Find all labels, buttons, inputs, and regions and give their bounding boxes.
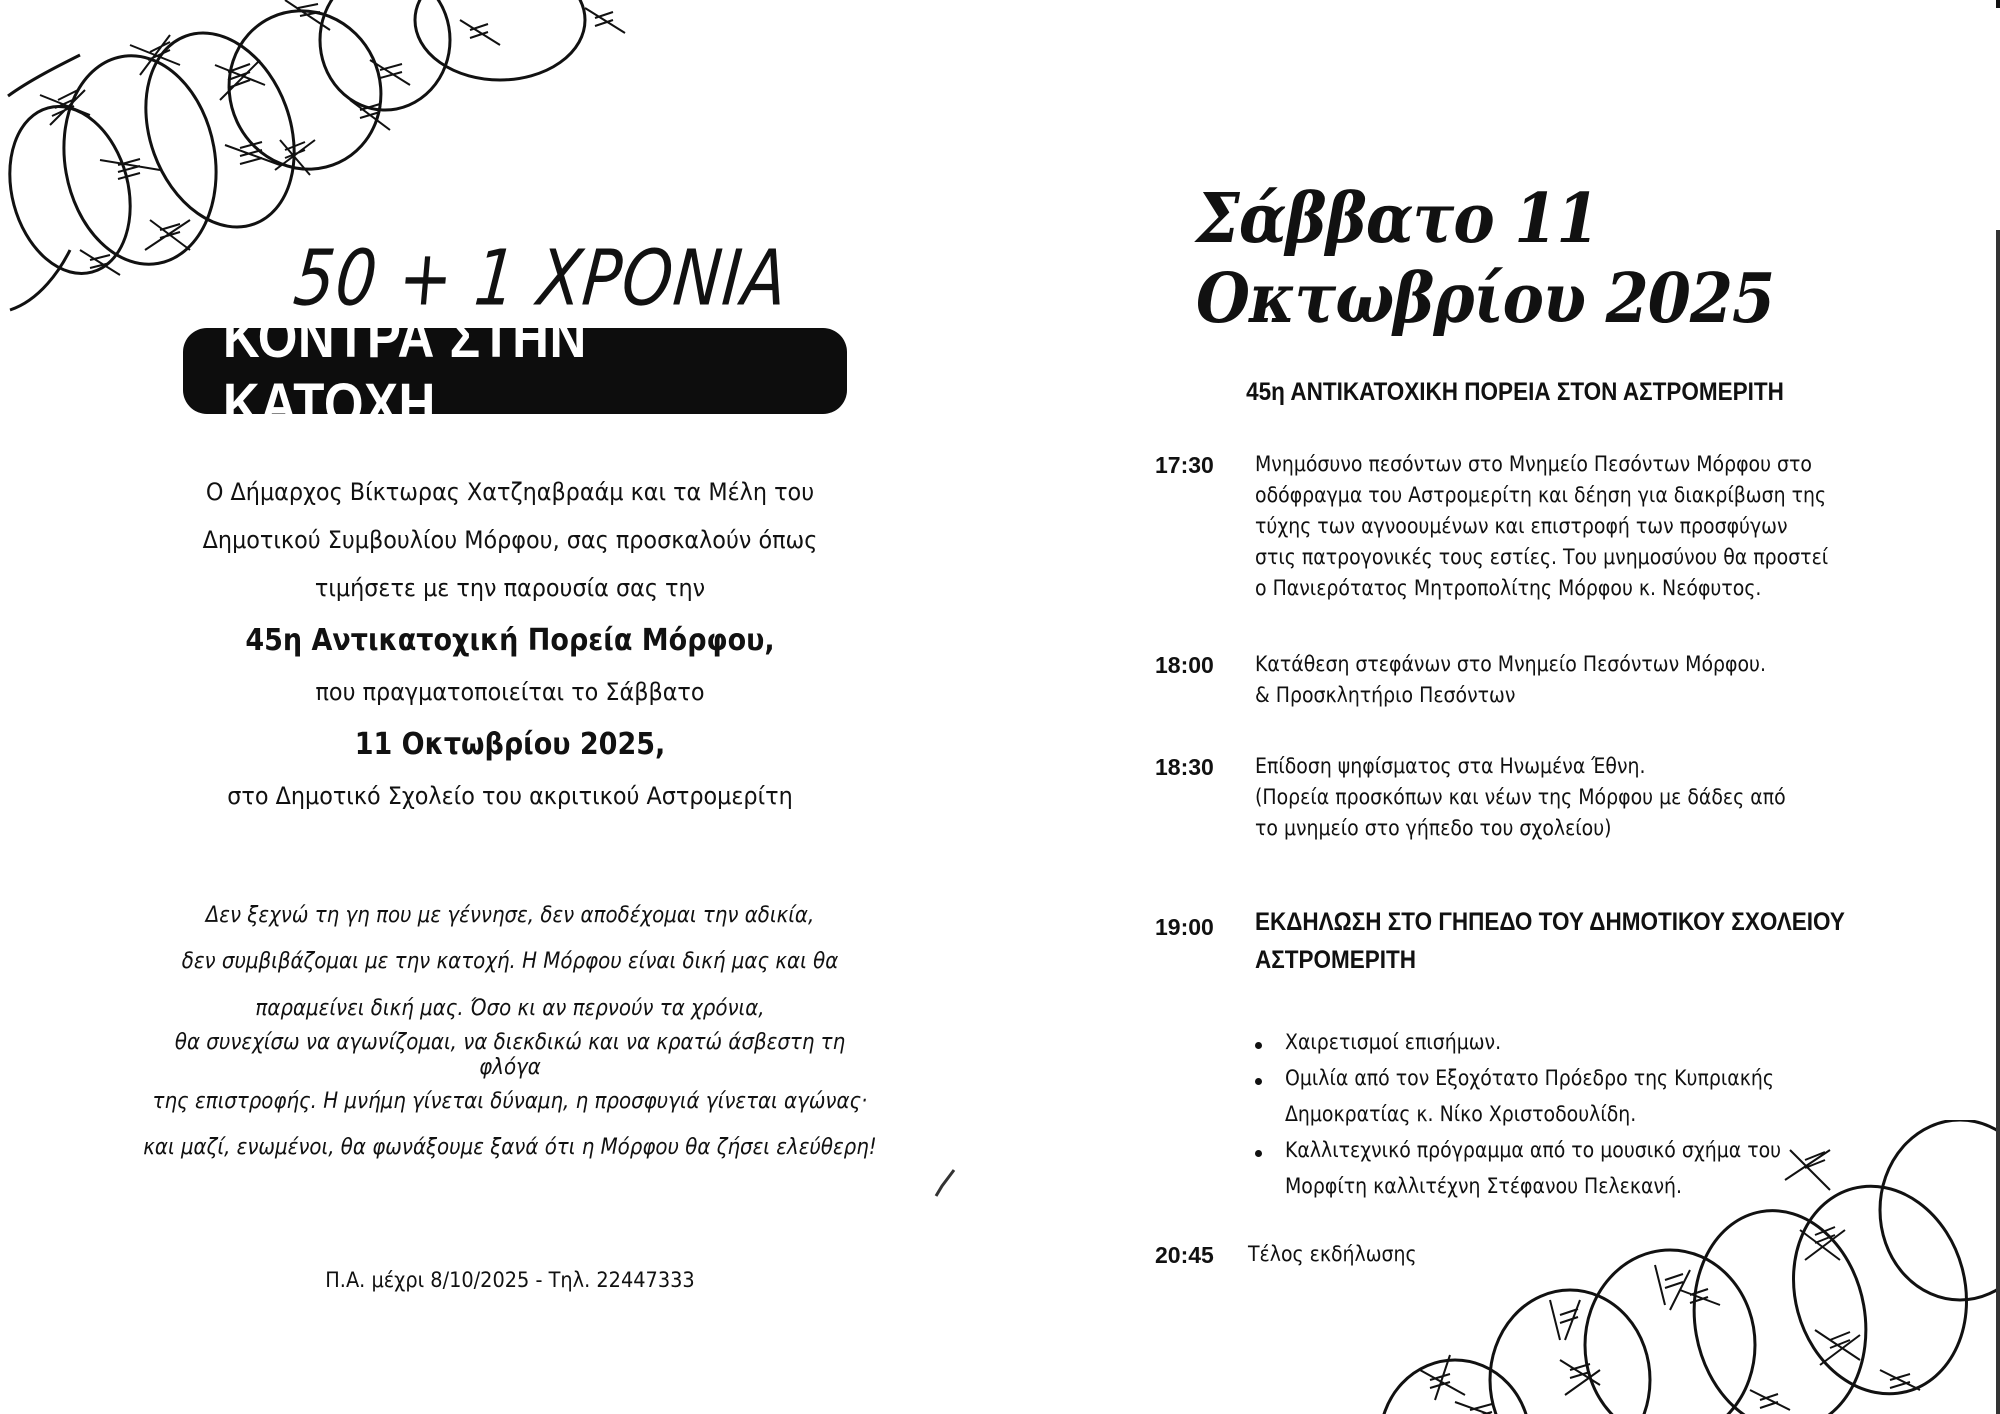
bullet-line: Καλλιτεχνικό πρόγραμμα από το μουσικό σχήμα του	[1285, 1138, 1782, 1162]
schedule-time: 18:30	[1155, 754, 1214, 780]
quote-line: Δεν ξεχνώ τη γη που με γέννησε, δεν αποδέχομαι την αδικία,	[205, 902, 815, 928]
description-line: & Προσκλητήριο Πεσόντων	[1255, 683, 1516, 707]
schedule-time: 20:45	[1155, 1242, 1214, 1268]
pledge-quote	[100, 892, 920, 1171]
schedule-description	[1248, 1242, 1868, 1273]
invitation-line: που πραγματοποιείται το Σάββατο	[315, 678, 705, 706]
schedule-time: 17:30	[1155, 452, 1214, 478]
bullet-line: Μορφίτη καλλιτέχνη Στέφανου Πελεκανή.	[1285, 1174, 1683, 1198]
heading-line: ΕΚΔΗΛΩΣΗ ΣΤΟ ΓΗΠΕΔΟ ΤΟΥ ΔΗΜΟΤΙΚΟΥ ΣΧΟΛΕΙΟΥ	[1255, 908, 1845, 936]
quote-line: της επιστροφής. Η μνήμη γίνεται δύναμη, η προσφυγιά γίνεται αγώνας·	[152, 1088, 868, 1114]
invitation-line: Δημοτικού Συμβουλίου Μόρφου, σας προσκαλούν όπως	[202, 526, 818, 554]
rsvp-contact: Π.Α. μέχρι 8/10/2025 - Τηλ. 22447333	[325, 1268, 695, 1292]
schedule-time: 18:00	[1155, 652, 1214, 678]
bullet-icon	[1255, 1078, 1262, 1085]
schedule-time: 19:00	[1155, 914, 1214, 940]
description-line: το μνημείο στο γήπεδο του σχολείου)	[1255, 816, 1612, 840]
bullet-line: Χαιρετισμοί επισήμων.	[1285, 1030, 1502, 1054]
invitation-text	[110, 468, 910, 820]
quote-line: και μαζί, ενωμένοι, θα φωνάξουμε ξανά ότι η Μόρφου θα ζήσει ελεύθερη!	[143, 1135, 877, 1161]
description-line: Μνημόσυνο πεσόντων στο Μνημείο Πεσόντων Μόρφου στο	[1255, 452, 1812, 476]
schedule-description	[1255, 754, 1875, 847]
bullet-icon	[1255, 1042, 1262, 1049]
event-name: 45η Αντικατοχική Πορεία Μόρφου,	[245, 622, 775, 658]
bullet-item	[1255, 1030, 1875, 1066]
quote-line: θα συνεχίσω να αγωνίζομαι, να διεκδικώ και να κρατώ άσβεστη τη φλόγα	[174, 1029, 846, 1080]
program-title: 45η ΑΝΤΙΚΑΤΟΧΙΚΗ ΠΟΡΕΙΑ ΣΤΟΝ ΑΣΤΡΟΜΕΡΙΤΗ	[1246, 378, 1784, 406]
description-line: Κατάθεση στεφάνων στο Μνημείο Πεσόντων Μόρφου.	[1255, 652, 1767, 676]
slogan-text: ΚΟΝΤΡΑ ΣΤΗΝ ΚΑΤΟΧΗ	[222, 305, 587, 437]
headline-years: 50 + 1 ΧΡΟΝΙΑ	[290, 235, 792, 324]
bullet-line: Δημοκρατίας κ. Νίκο Χριστοδουλίδη.	[1285, 1102, 1637, 1126]
bullet-icon	[1255, 1150, 1262, 1157]
bullet-item	[1255, 1066, 1875, 1138]
quote-line: παραμείνει δική μας. Όσο κι αν περνούν τα χρόνια,	[255, 995, 765, 1021]
date-heading: Σάββατο 11 Οκτωβρίου 2025	[1196, 178, 1775, 339]
bullet-line: Ομιλία από τον Εξοχότατο Πρόεδρο της Κυπριακής	[1285, 1066, 1774, 1090]
description-line: Επίδοση ψηφίσματος στα Ηνωμένα Έθνη.	[1255, 754, 1646, 778]
ink-smudge-icon	[934, 1168, 958, 1198]
slogan-banner	[183, 305, 847, 437]
description-line: στις πατρογονικές τους εστίες. Του μνημοσύνου θα προστεί	[1255, 545, 1829, 569]
quote-line: δεν συμβιβάζομαι με την κατοχή. Η Μόρφου είναι δική μας και θα	[181, 949, 839, 975]
schedule-description	[1255, 452, 1875, 607]
event-date: 11 Οκτωβρίου 2025,	[354, 726, 666, 762]
invitation-line: Ο Δήμαρχος Βίκτωρας Χατζηαβραάμ και τα Μέλη του	[205, 478, 815, 506]
description-line: (Πορεία προσκόπων και νέων της Μόρφου με δάδες από	[1255, 785, 1786, 809]
bullet-item	[1255, 1138, 1875, 1210]
description-line: τύχης των αγνοουμένων και επιστροφή των προσφύγων	[1255, 514, 1788, 538]
event-venue: στο Δημοτικό Σχολείο του ακριτικού Αστρομερίτη	[227, 782, 793, 810]
program-bullets	[1255, 1030, 1875, 1210]
heading-line: ΑΣΤΡΟΜΕΡΙΤΗ	[1255, 946, 1417, 974]
schedule-description	[1255, 652, 1875, 714]
description-line: οδόφραγμα του Αστρομερίτη και δέηση για διακρίβωση της	[1255, 483, 1827, 507]
schedule-heading	[1255, 908, 1875, 984]
description-line: ο Πανιερότατος Μητροπολίτης Μόρφου κ. Νεόφυτος.	[1255, 576, 1762, 600]
description-line: Τέλος εκδήλωσης	[1248, 1242, 1417, 1266]
invitation-line: τιμήσετε με την παρουσία σας την	[314, 574, 706, 602]
